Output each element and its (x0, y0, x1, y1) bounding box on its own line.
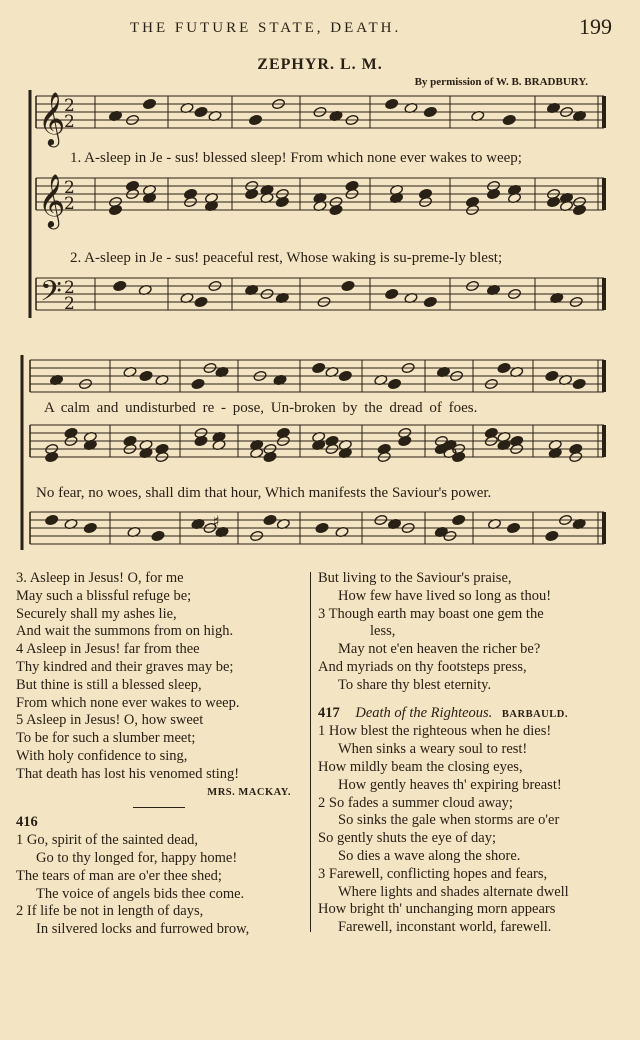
note-head (191, 378, 205, 390)
note-head (315, 522, 329, 534)
verse-line: So gently shuts the eye of day; (318, 830, 497, 847)
note-head (423, 296, 437, 308)
time-signature-bottom: 2 (64, 112, 75, 132)
left-column (16, 570, 301, 939)
verse-line: Securely shall my ashes lie, (16, 605, 177, 622)
verse-line: With holy confidence to sing, (16, 747, 188, 764)
note-head (312, 362, 326, 374)
note-head (194, 296, 208, 308)
page-number: 199 (579, 14, 612, 39)
hymn-author: MRS. MACKAY. (207, 786, 291, 798)
verse-line: And myriads on thy footsteps press, (318, 658, 527, 675)
verse-line: To be for such a slumber meet; (16, 730, 196, 747)
note-head (545, 370, 559, 382)
note-head (497, 362, 511, 374)
verse-line: And wait the summons from on high. (16, 623, 234, 640)
verse-line: The tears of man are o'er thee shed; (16, 867, 222, 884)
note-head (385, 288, 399, 300)
note-head (151, 530, 165, 542)
verse-line: May not e'en heaven the richer be? (338, 641, 541, 658)
bass-clef: 𝄢 (40, 275, 62, 315)
sharp-sign: ♯ (212, 512, 220, 531)
note-head (139, 370, 153, 382)
time-signature-top: 2 (64, 278, 75, 298)
treble-clef: 𝄞 (38, 91, 66, 145)
verse-line: In silvered locks and furrowed brow, (36, 921, 250, 938)
verse-line: That death has lost his venomed sting! (16, 765, 240, 782)
note-head (506, 522, 520, 534)
hymn-author: BARBAULD. (501, 708, 568, 720)
verse-line: Thy kindred and their graves may be; (16, 658, 234, 675)
verse-line: When sinks a weary soul to rest! (338, 741, 528, 758)
note-head (387, 378, 401, 390)
lyrics-line-1: 1. A-sleep in Je - sus! blessed sleep! From which none ever wakes to weep; (70, 150, 522, 166)
hymn-number: 417 (318, 704, 340, 721)
verse-line: 3 Though earth may boast one gem the (318, 605, 544, 622)
note-head (113, 280, 127, 292)
note-head (502, 114, 516, 126)
tune-title: ZEPHYR. L. M. (257, 56, 383, 73)
verse-line: To share thy blest eternity. (338, 676, 492, 693)
lyrics-line-3: A calm and undisturbed re - pose, Un-broken by the dread of foes. (44, 400, 478, 416)
time-signature-bottom: 2 (64, 194, 75, 214)
verse-line: How few have lived so long as thou! (338, 587, 552, 604)
verse-line: 1 How blest the righteous when he dies! (318, 723, 552, 740)
note-head (263, 514, 277, 526)
note-head (545, 530, 559, 542)
verse-line: May such a blissful refuge be; (16, 587, 192, 604)
note-head (572, 378, 586, 390)
verse-line: 4 Asleep in Jesus! far from thee (16, 641, 200, 658)
note-head (452, 514, 466, 526)
verse-line: So sinks the gale when storms are o'er (338, 812, 560, 829)
right-column (318, 570, 618, 937)
verse-line: 2 So fades a summer cloud away; (318, 794, 513, 811)
note-head (385, 98, 399, 110)
verse-line: less, (370, 623, 396, 640)
lyrics-line-4: No fear, no woes, shall dim that hour, Which manifests the Saviour's power. (36, 485, 492, 501)
running-head: THE FUTURE STATE, DEATH. (130, 20, 402, 36)
note-head (83, 522, 97, 534)
hymn-heading (318, 705, 618, 724)
note-head (341, 280, 355, 292)
divider (133, 807, 185, 808)
note-head (194, 106, 208, 118)
note-head (45, 514, 59, 526)
verse-line: So dies a wave along the shore. (338, 847, 521, 864)
verse-line: How mildly beam the closing eyes, (318, 758, 523, 775)
time-signature-bottom: 2 (64, 294, 75, 314)
lyrics-line-2: 2. A-sleep in Je - sus! peaceful rest, Whose waking is su-preme-ly blest; (70, 250, 503, 266)
verse-line: 3 Farewell, conflicting hopes and fears, (318, 865, 548, 882)
verse-line: 3. Asleep in Jesus! O, for me (16, 570, 184, 586)
permission-credit: By permission of W. B. BRADBURY. (414, 76, 588, 88)
time-signature-top: 2 (64, 96, 75, 116)
verse-line: But thine is still a blessed sleep, (16, 676, 202, 693)
verse-line: But living to the Saviour's praise, (318, 570, 512, 586)
verse-line: How gently heaves th' expiring breast! (338, 776, 562, 793)
note-head (423, 106, 437, 118)
verse-line: 2 If life be not in length of days, (16, 903, 204, 920)
time-signature-top: 2 (64, 178, 75, 198)
note-head (338, 370, 352, 382)
verse-line: The voice of angels bids thee come. (36, 885, 245, 902)
verse-line: Farewell, inconstant world, farewell. (338, 919, 552, 936)
note-head (248, 114, 262, 126)
hymn-number: 416 (16, 814, 38, 831)
verse-line: From which none ever wakes to weep. (16, 694, 240, 711)
treble-clef: 𝄞 (38, 173, 66, 227)
verse-line: 1 Go, spirit of the sainted dead, (16, 832, 199, 849)
verse-line: Where lights and shades alternate dwell (338, 883, 569, 900)
note-head (142, 98, 156, 110)
hymn-title: Death of the Righteous. (355, 704, 493, 721)
verse-line: Go to thy longed for, happy home! (36, 849, 238, 866)
verse-line: How bright th' unchanging morn appears (318, 901, 556, 918)
column-divider (310, 572, 311, 932)
verse-line: 5 Asleep in Jesus! O, how sweet (16, 712, 204, 729)
